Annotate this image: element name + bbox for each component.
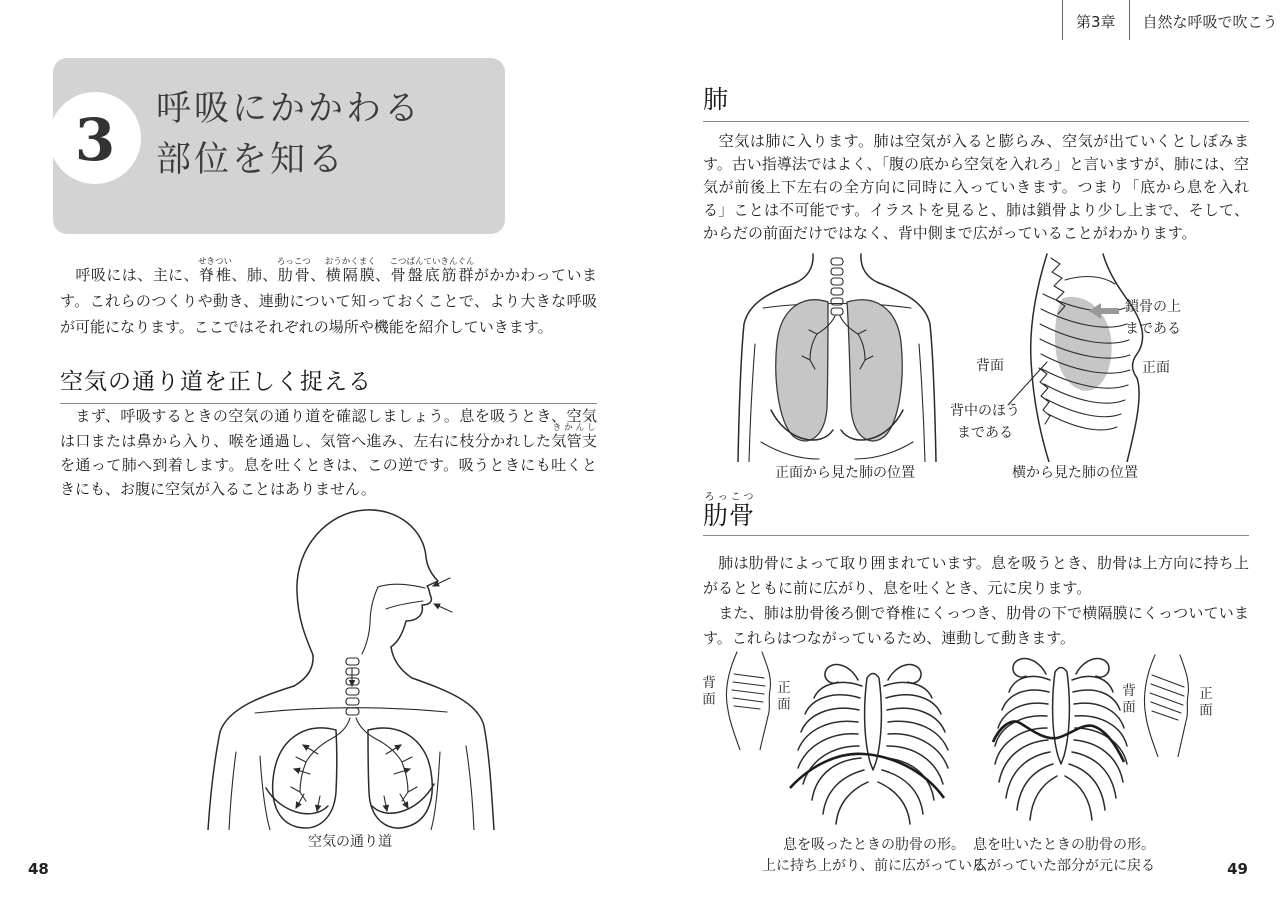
ribs-inhale-front-label: 正面 [774,680,790,713]
intro-paragraph: 呼吸には、主に、脊椎せきつい、肺、肋骨ろっこつ、横隔膜おうかくまく、骨盤底筋群こつばんていきんぐんがかかわっています。これらのつくりや動き、連動について知っておくことで、より大きな呼吸が可能になります。ここではそれぞれの場所や機能を紹介していきます。 [60,257,597,336]
annotation-back-label: 背面 [976,358,1004,374]
ribcage-exhale-caption-line2: 広がっていた部分が元に戻る [973,858,1155,874]
chapter-number: 第3章 [1076,13,1116,31]
annotation-clavicle [1125,296,1181,340]
ribcage-exhale-caption [962,835,1166,877]
ribs-exhale-front-label: 正面 [1196,686,1212,719]
chapter-title: 自然な呼吸で吹こう [1142,13,1278,31]
ribcage-exhale-figure [980,650,1142,832]
section-title-block [53,58,505,234]
annotation-to-back [938,400,1032,444]
lungs-paragraph: 空気は肺に入ります。肺は空気が入ると膨らみ、空気が出ていくとしぼみます。古い指導法ではよく、「腹の底から空気を入れろ」と言いますが、肺には、空気が前後上下左右の全方向に同時に入っていきます。つまり「底から息を入れる」ことは不可能です。イラストを見ると、肺は鎖骨より少し上まで、そして、からだの前面だけではなく、背中側まで広がっていることがわかります。 [703,132,1250,242]
airway-paragraph: まず、呼吸するときの空気の通り道を確認しましょう。息を吸うとき、空気は口または鼻から入り、喉を通過し、気管へ進み、左右に枝分かれした気管支きかんしを通って肺へ到着します。息を吐くときは、この逆です。吸うときにも吐くときにも、お腹に空気が入ることはありません。 [60,407,597,498]
ribs-exhale-side-mini-figure [1132,653,1198,757]
ribs-paragraph-2: また、肺は肋骨後ろ側で脊椎にくっつき、肋骨の下で横隔膜にくっついています。これらはつながっているため、連動して動きます。 [703,604,1249,647]
airway-section-heading: 空気の通り道を正しく捉える [60,363,597,404]
ribcage-inhale-caption [758,835,990,877]
section-title-line1: 呼吸にかかわる [156,89,423,129]
airway-figure [200,500,500,830]
ribs-heading: 肋骨ろっこつ [703,492,1249,536]
page-number-left: 48 [28,860,49,878]
ribcage-exhale-caption-line1: 息を吐いたときの肋骨の形。 [973,837,1155,853]
airway-figure-caption: 空気の通り道 [308,834,392,850]
left-arrow-icon [1089,303,1119,319]
section-number: 3 [74,106,116,174]
annotation-clavicle-line2: まである [1125,321,1181,337]
lungs-front-view-caption: 正面から見た肺の位置 [775,465,915,481]
ribs-paragraphs [703,551,1249,651]
lungs-front-view-figure [735,250,940,462]
annotation-front-label: 正面 [1142,360,1170,376]
ribs-paragraph-1: 肺は肋骨によって取り囲まれています。息を吸うとき、肋骨は上方向に持ち上がるとともに前に広がり、息を吐くとき、元に戻ります。 [703,554,1249,597]
ribs-exhale-back-label: 背面 [1119,683,1135,716]
ribcage-inhale-caption-line1: 息を吸ったときの肋骨の形。 [783,837,965,853]
ribcage-inhale-figure [788,652,958,830]
ribs-inhale-back-label: 背面 [699,675,715,708]
ribcage-inhale-caption-line2: 上に持ち上がり、前に広がっている [762,858,986,874]
section-title-line2: 部位を知る [156,140,347,180]
section-number-badge [49,92,141,184]
annotation-to-back-line2: まである [957,425,1013,441]
lungs-side-view-caption: 横から見た肺の位置 [1012,465,1138,481]
annotation-to-back-line1: 背中のほう [950,403,1020,419]
section-title [156,84,422,186]
chapter-header [1062,0,1280,40]
lungs-heading: 肺 [703,80,1249,122]
page-number-right: 49 [1227,860,1248,878]
annotation-clavicle-line1: 鎖骨の上 [1125,299,1181,315]
